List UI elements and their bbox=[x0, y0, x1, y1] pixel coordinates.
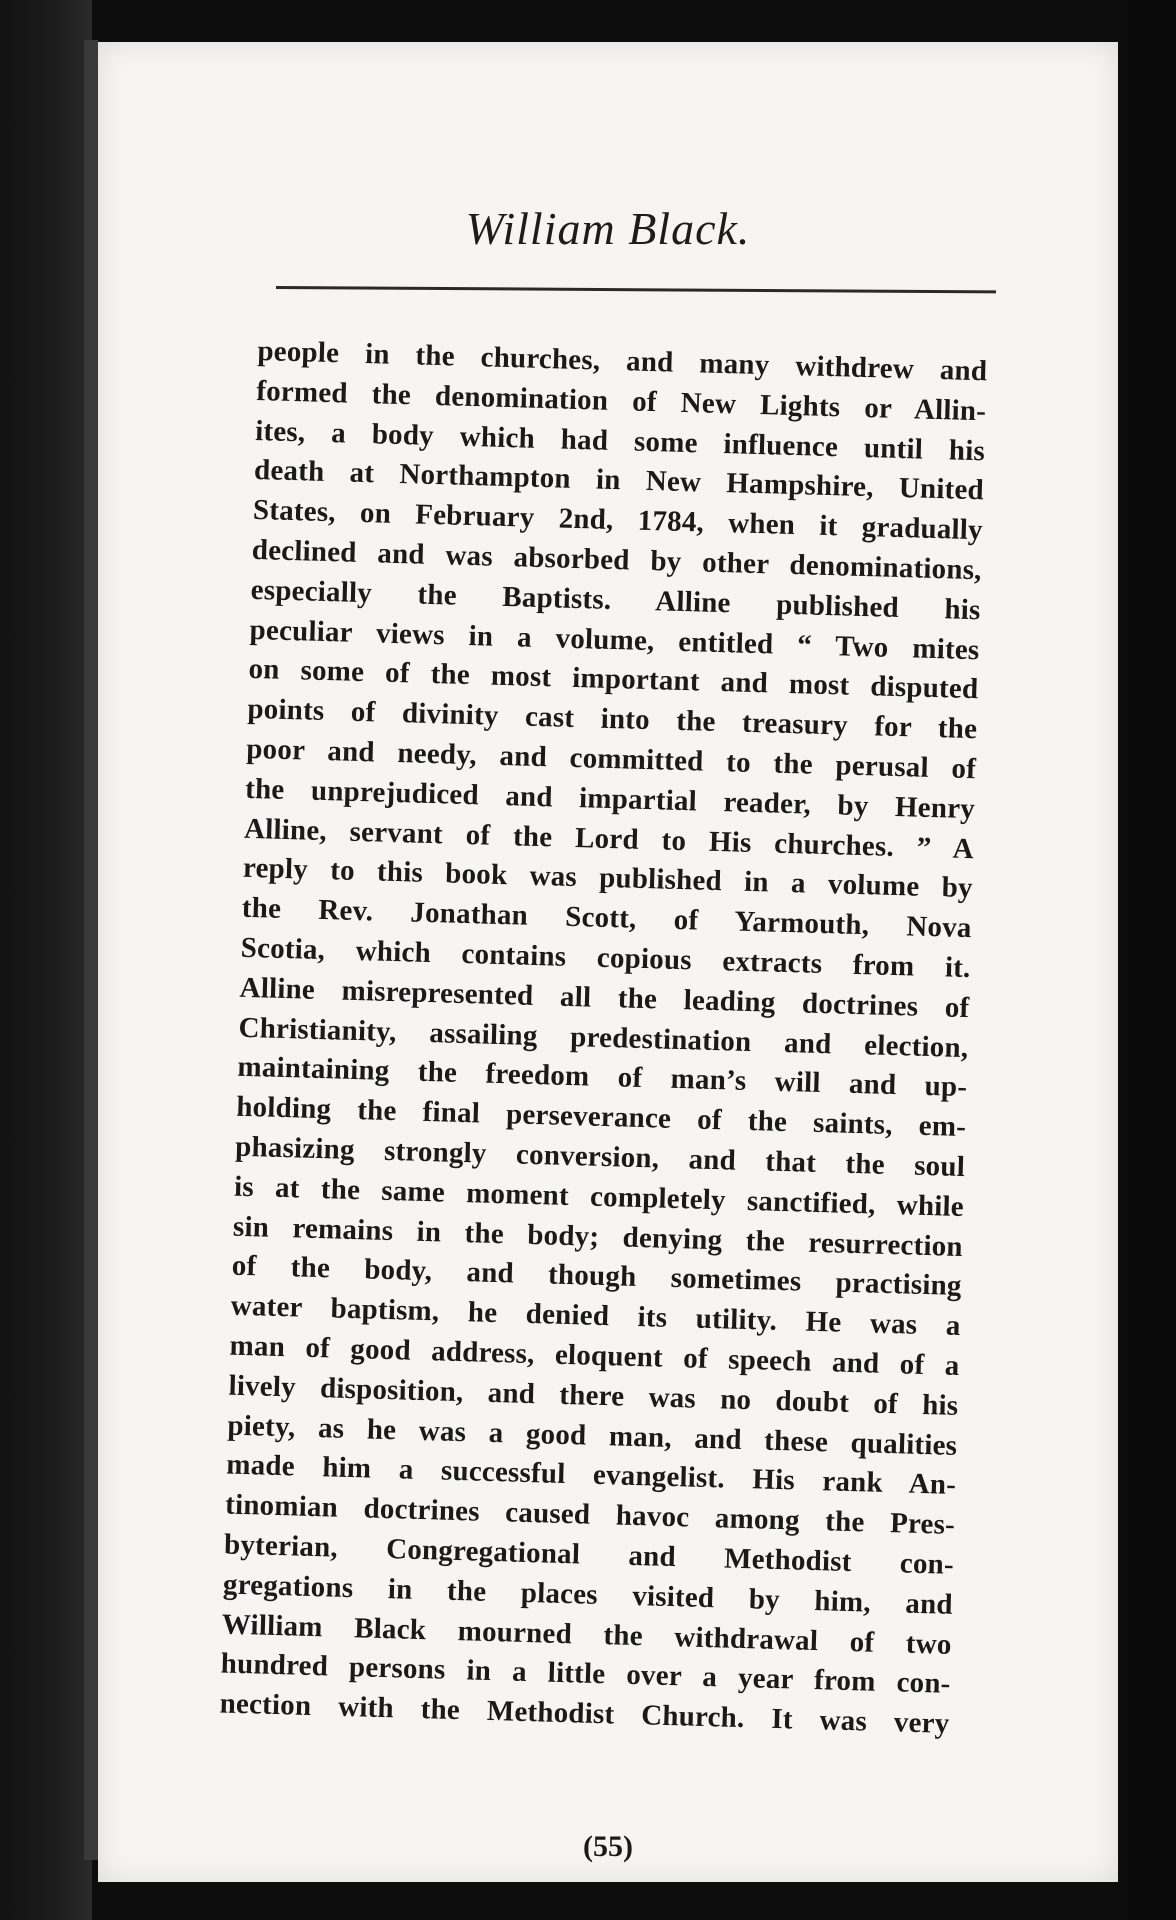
text-line: gregations in the places visited by him, and bbox=[222, 1568, 954, 1621]
text-line: Alline, servant of the Lord to His churches. ” A bbox=[243, 812, 975, 865]
text-line: byterian, Congregational and Methodist con- bbox=[223, 1528, 955, 1581]
page-content bbox=[98, 42, 1118, 1882]
text-line: holding the final perseverance of the saints, em- bbox=[235, 1090, 967, 1144]
text-line: of the body, and though sometimes practising bbox=[231, 1249, 963, 1303]
text-line: points of divinity cast into the treasury for the bbox=[247, 693, 978, 746]
text-line: ites, a body which had some influence until his bbox=[254, 414, 986, 467]
text-line: declined and was absorbed by other denominations, bbox=[251, 533, 983, 587]
text-line: people in the churches, and many withdrew and bbox=[257, 334, 988, 388]
text-line: death at Northampton in New Hampshire, United bbox=[253, 454, 985, 507]
text-line: lively disposition, and there was no doubt of his bbox=[228, 1369, 959, 1422]
text-line: poor and needy, and committed to the perusal of bbox=[245, 732, 977, 786]
text-line: the unprejudiced and impartial reader, by Henry bbox=[244, 772, 976, 825]
text-line: is at the same moment completely sanctified, while bbox=[233, 1170, 965, 1223]
text-line: water baptism, he denied its utility. He was a bbox=[230, 1289, 961, 1343]
text-line: reply to this book was published in a volume by bbox=[242, 852, 974, 905]
text-line: Scotia, which contains copious extracts from it. bbox=[240, 931, 971, 985]
text-line: Christianity, assailing predestination and election, bbox=[238, 1011, 969, 1064]
text-line: maintaining the freedom of man’s will and up- bbox=[237, 1051, 968, 1104]
text-line: sin remains in the body; denying the resurrection bbox=[232, 1210, 964, 1263]
page-number: (55) bbox=[583, 1830, 633, 1863]
scan-right-edge bbox=[1128, 0, 1176, 1920]
header-rule bbox=[276, 286, 996, 293]
text-line: phasizing strongly conversion, and that the soul bbox=[234, 1130, 966, 1183]
text-line: Alline misrepresented all the leading doctrines of bbox=[239, 971, 970, 1024]
text-line: man of good address, eloquent of speech and of a bbox=[229, 1329, 960, 1382]
text-line: tinomian doctrines caused havoc among the Pres- bbox=[224, 1488, 956, 1542]
text-line: the Rev. Jonathan Scott, of Yarmouth, Nova bbox=[241, 891, 973, 945]
text-line: made him a successful evangelist. His rank An- bbox=[225, 1448, 957, 1502]
text-line: hundred persons in a little over a year from con- bbox=[220, 1647, 951, 1701]
text-line: on some of the most important and most disputed bbox=[248, 653, 979, 706]
text-line: piety, as he was a good man, and these qualities bbox=[227, 1409, 958, 1462]
text-line: States, on February 2nd, 1784, when it gradually bbox=[252, 494, 984, 547]
book-binding-edge bbox=[84, 40, 98, 1860]
text-line: peculiar views in a volume, entitled “ Two mites bbox=[249, 613, 980, 666]
body-text bbox=[219, 332, 988, 1745]
text-line: William Black mourned the withdrawal of two bbox=[221, 1608, 953, 1661]
text-line: formed the denomination of New Lights or Allin- bbox=[255, 374, 987, 428]
text-line: nection with the Methodist Church. It was very bbox=[219, 1687, 950, 1740]
scan-left-edge bbox=[0, 0, 92, 1920]
running-head: William Black. bbox=[465, 203, 751, 254]
book-page bbox=[98, 42, 1118, 1882]
text-line: especially the Baptists. Alline published his bbox=[250, 573, 981, 627]
